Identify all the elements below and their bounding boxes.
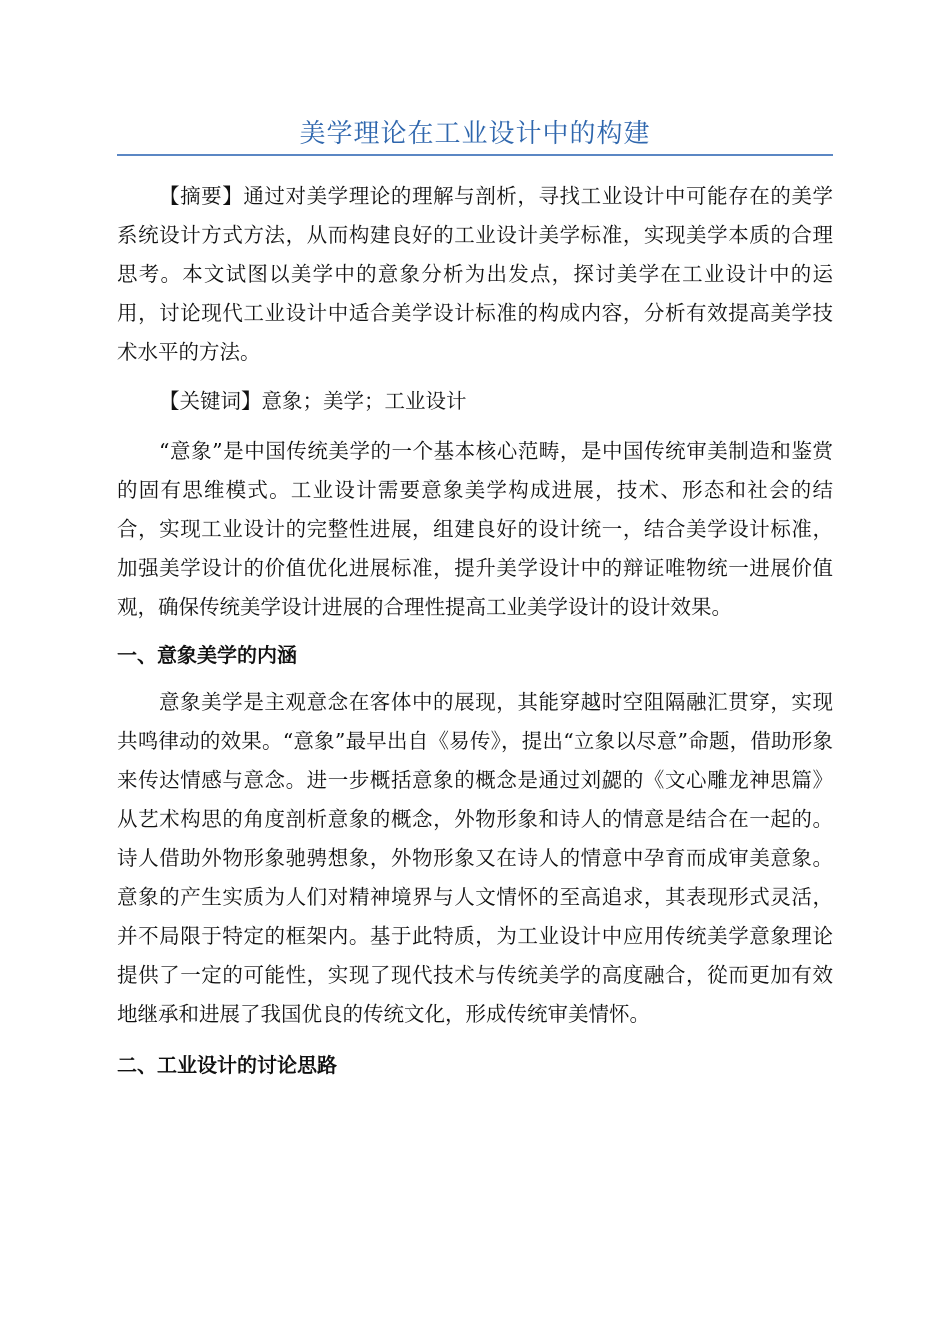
intro-paragraph: “意象”是中国传统美学的一个基本核心范畴，是中国传统审美制造和鉴赏的固有思维模式。工业设计需要意象美学构成进展，技术、形态和社会的结合，实现工业设计的完整性进展，组建良好的设计统一，结合美学设计标准，加强美学设计的价值优化进展标准，提升美学设计中的辩证唯物统一进展价值观，确保传统美学设计进展的合理性提高工业美学设计的设计效果。 xyxy=(117,439,833,619)
document-title: 美学理论在工业设计中的构建 xyxy=(299,119,651,149)
title-underline-rule xyxy=(117,154,833,156)
section-1-heading: 一、意象美学的内涵 xyxy=(117,643,297,667)
section-1-body: 意象美学是主观意念在客体中的展现，其能穿越时空阻隔融汇贯穿，实现共鸣律动的效果。“意象”最早出自《易传》，提出“立象以尽意”命题，借助形象来传达情感与意念。进一步概括意象的概念是通过刘勰的《文心雕龙神思篇》从艺术构思的角度剖析意象的概念，外物形象和诗人的情意是结合在一起的。诗人借助外物形象驰骋想象，外物形象又在诗人的情意中孕育而成审美意象。意象的产生实质为人们对精神境界与人文情怀的至高追求，其表现形式灵活，并不局限于特定的框架内。基于此特质，为工业设计中应用传统美学意象理论提供了一定的可能性，实现了现代技术与传统美学的高度融合，從而更加有效地继承和进展了我国优良的传统文化，形成传统审美情怀。 xyxy=(117,690,833,1026)
section-2-heading: 二、工业设计的讨论思路 xyxy=(117,1053,337,1077)
document-page xyxy=(117,0,833,1085)
keywords-paragraph: 【关键词】意象；美学；工业设计 xyxy=(159,389,467,413)
abstract-paragraph: 【摘要】通过对美学理论的理解与剖析，寻找工业设计中可能存在的美学系统设计方式方法，从而构建良好的工业设计美学标准，实现美学本质的合理思考。本文试图以美学中的意象分析为出发点，探讨美学在工业设计中的运用，讨论现代工业设计中适合美学设计标准的构成内容，分析有效提高美学技术水平的方法。 xyxy=(117,184,833,364)
